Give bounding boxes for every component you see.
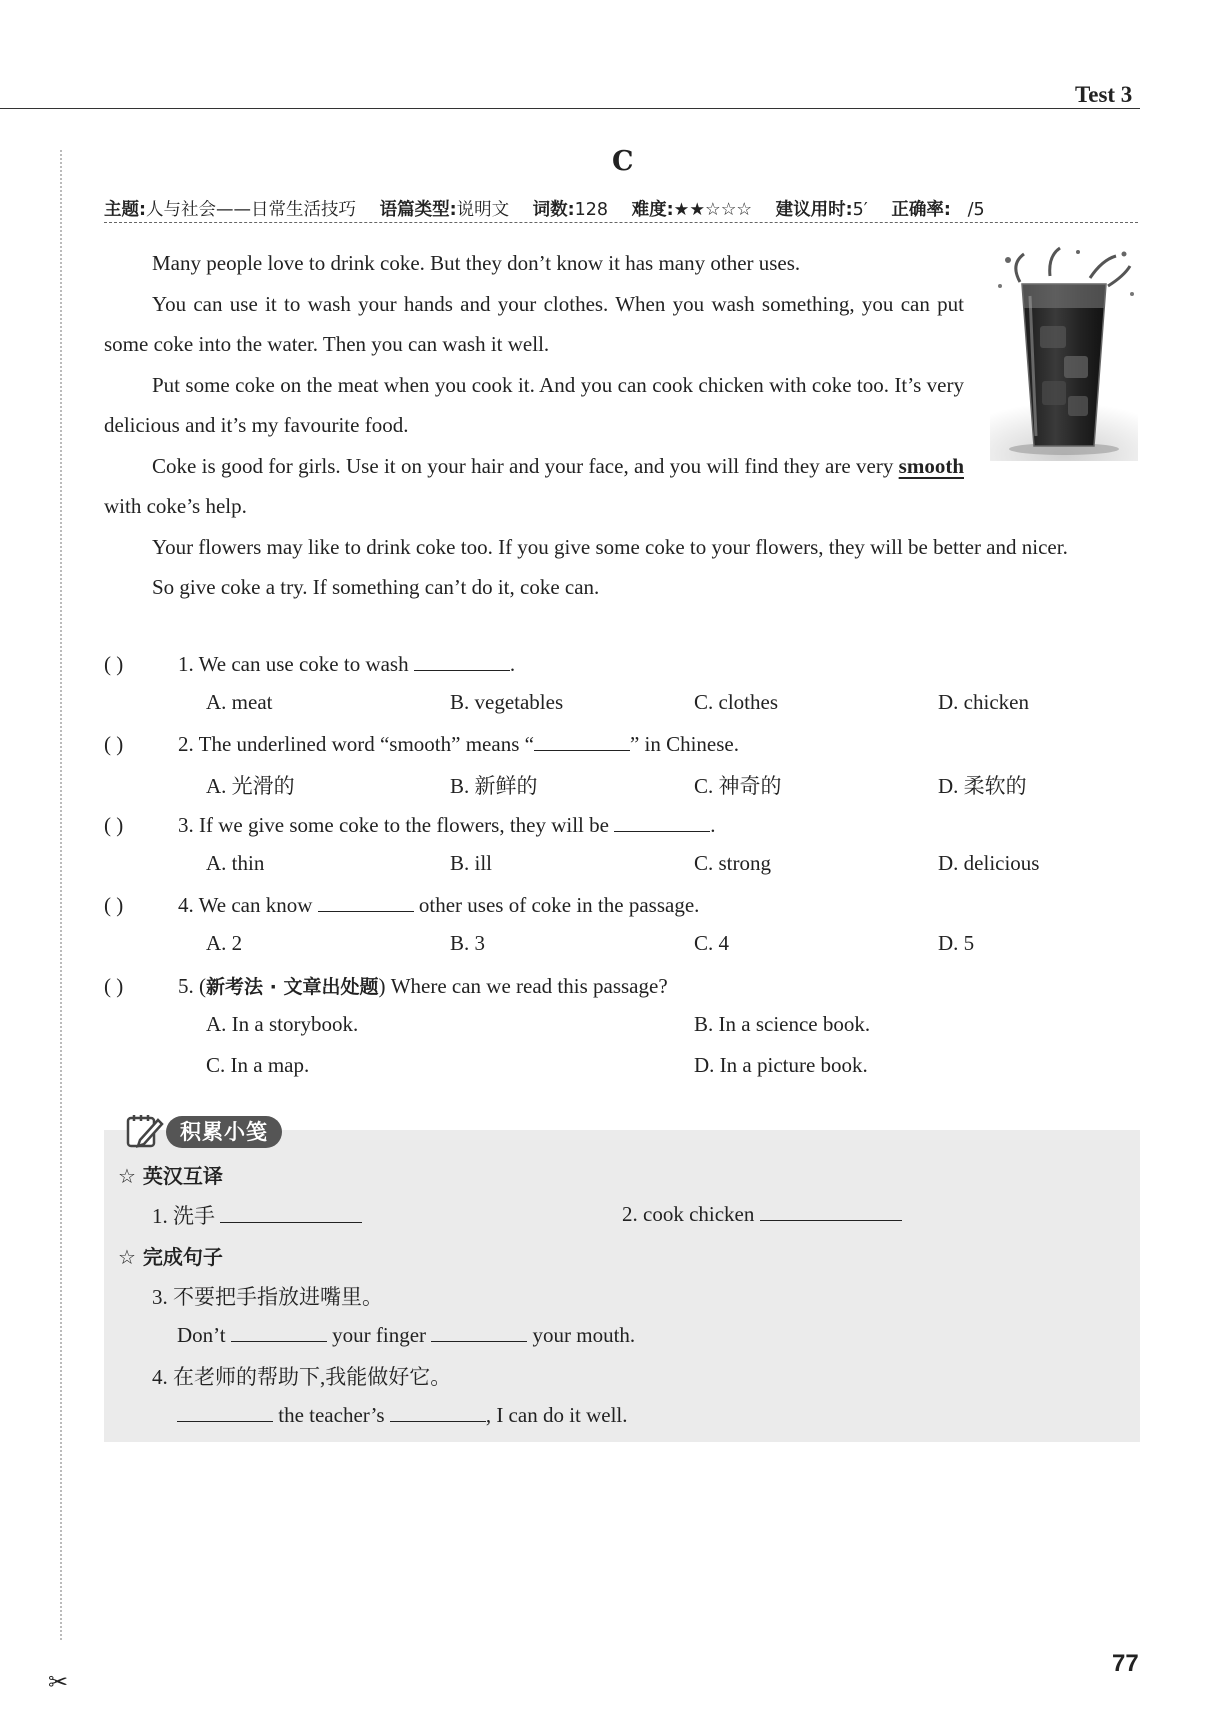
answer-blank[interactable]	[614, 811, 710, 832]
sentence-item-4: 4. 在老师的帮助下,我能做好它。	[152, 1365, 452, 1389]
option-a[interactable]: A. thin	[206, 851, 265, 875]
option-c[interactable]: C. In a map.	[206, 1053, 310, 1077]
option-b[interactable]: B. vegetables	[450, 690, 564, 714]
scissors-icon: ✂	[48, 1668, 69, 1696]
option-b[interactable]: B. In a science book.	[694, 1012, 871, 1036]
translation-item-2: 2. cook chicken	[622, 1200, 902, 1227]
question-tag: 新考法 · 文章出处题	[206, 976, 379, 998]
topic: 人与社会——日常生活技巧	[146, 200, 356, 220]
header-rule	[0, 108, 1140, 109]
paragraph-2: You can use it to wash your hands and your clothes. When you wash something, you can put some coke into the water. Then you can wash it well.	[104, 291, 964, 356]
option-b[interactable]: B. ill	[450, 851, 493, 875]
translation-item-1: 1. 洗手	[152, 1200, 362, 1230]
option-a[interactable]: A. meat	[206, 690, 273, 714]
question-4: ( ) 4. We can know other uses of coke in the passage.	[104, 893, 700, 917]
answer-bracket[interactable]: ( )	[104, 813, 124, 837]
option-d[interactable]: D. In a picture book.	[694, 1053, 868, 1077]
sentence-item-3: 3. 不要把手指放进嘴里。	[152, 1285, 383, 1309]
option-c[interactable]: C. 4	[694, 931, 730, 955]
sentence-item-3-fill: Don’t your finger your mouth.	[177, 1323, 636, 1347]
page-number: 77	[1112, 1650, 1139, 1677]
answer-bracket[interactable]: ( )	[104, 974, 124, 998]
suggested-time: 5′	[852, 200, 868, 220]
question-5: ( ) 5. (新考法 · 文章出处题) Where can we read this passage?	[104, 974, 668, 998]
accuracy-label: 正确率:	[891, 200, 951, 220]
notes-title	[124, 1112, 284, 1150]
cut-line	[60, 150, 62, 1640]
notes-title-label: 积累小笺	[166, 1116, 282, 1148]
passage-meta	[104, 196, 1139, 221]
answer-blank[interactable]	[534, 730, 630, 751]
question-2: ( ) 2. The underlined word “smooth” means “ ” in Chinese.	[104, 732, 739, 756]
words-label: 词数:	[532, 200, 575, 220]
sentence-item-4-fill: the teacher’s , I can do it well.	[177, 1401, 628, 1428]
question-1: ( ) 1. We can use coke to wash .	[104, 652, 516, 676]
paragraph-1: Many people love to drink coke. But they don’t know it has many other uses.	[152, 251, 801, 275]
option-d[interactable]: D. chicken	[938, 690, 1029, 714]
answer-blank[interactable]	[390, 1401, 486, 1422]
option-d[interactable]: D. 5	[938, 931, 975, 955]
option-d[interactable]: D. delicious	[938, 851, 1040, 875]
answer-bracket[interactable]: ( )	[104, 652, 124, 676]
option-c[interactable]: C. 神奇的	[694, 774, 782, 798]
difficulty-stars: ★★☆☆☆	[673, 200, 753, 220]
answer-bracket[interactable]: ( )	[104, 893, 124, 917]
paragraph-5: Your flowers may like to drink coke too. If you give some coke to your flowers, they will be better and nicer.	[152, 534, 1068, 559]
answer-blank[interactable]	[760, 1200, 902, 1221]
meta-rule	[104, 222, 1138, 223]
paragraph-6: So give coke a try. If something can’t do it, coke can.	[152, 575, 600, 599]
paragraph-4: Coke is good for girls. Use it on your hair and your face, and you will find they are very smooth with coke’s help.	[104, 453, 964, 518]
answer-blank[interactable]	[431, 1321, 527, 1342]
test-label: Test 3	[1075, 82, 1133, 107]
option-b[interactable]: B. 3	[450, 931, 486, 955]
pencil-note-icon	[124, 1112, 164, 1150]
option-d[interactable]: D. 柔软的	[938, 774, 1027, 798]
genre-label: 语篇类型:	[379, 200, 457, 220]
underlined-word: smooth	[898, 453, 964, 478]
option-a[interactable]: A. 2	[206, 931, 243, 955]
difficulty-label: 难度:	[631, 200, 674, 220]
option-c[interactable]: C. clothes	[694, 690, 778, 714]
question-3: ( ) 3. If we give some coke to the flowers, they will be .	[104, 813, 716, 837]
answer-blank[interactable]	[231, 1321, 327, 1342]
accuracy: /5	[967, 200, 985, 220]
option-b[interactable]: B. 新鲜的	[450, 774, 538, 798]
time-label: 建议用时:	[775, 200, 853, 220]
option-a[interactable]: A. 光滑的	[206, 774, 295, 798]
word-count: 128	[574, 200, 609, 220]
answer-blank[interactable]	[318, 891, 414, 912]
option-a[interactable]: A. In a storybook.	[206, 1012, 359, 1036]
answer-blank[interactable]	[177, 1401, 273, 1422]
answer-blank[interactable]	[220, 1202, 362, 1223]
topic-label: 主题:	[104, 200, 146, 220]
section-letter: C	[612, 146, 634, 177]
answer-blank[interactable]	[414, 650, 510, 671]
heading-translation: ☆ 英汉互译	[118, 1164, 223, 1188]
answer-bracket[interactable]: ( )	[104, 732, 124, 756]
option-c[interactable]: C. strong	[694, 851, 772, 875]
paragraph-3: Put some coke on the meat when you cook it. And you can cook chicken with coke too. It’s very delicious and it’s my favourite food.	[104, 372, 964, 437]
heading-complete-sentences: ☆ 完成句子	[118, 1245, 223, 1269]
genre: 说明文	[456, 200, 510, 220]
passage	[104, 243, 1139, 608]
